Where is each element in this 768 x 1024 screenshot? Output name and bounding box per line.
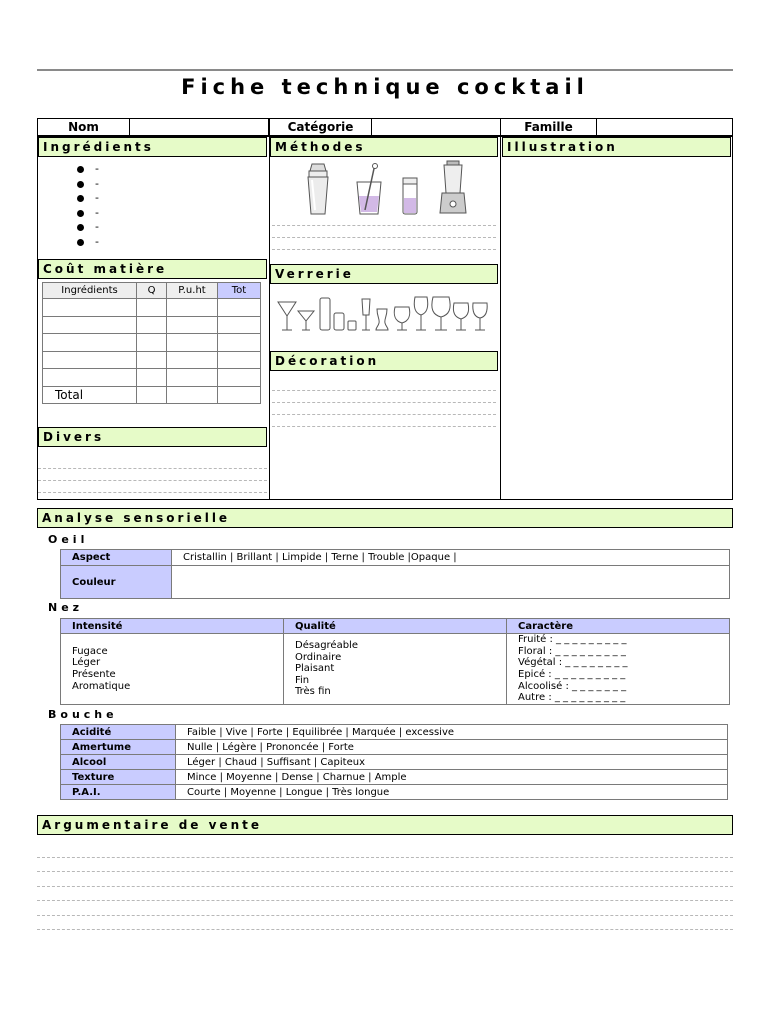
shot-glass-icon bbox=[348, 321, 356, 330]
shot-glass-icon bbox=[401, 176, 419, 216]
aspect-values: Cristallin | Brillant | Limpide | Terne | Trouble |Opaque | bbox=[172, 550, 730, 566]
goblet-glass-icon bbox=[473, 303, 487, 330]
nez-col-intensite: Intensité bbox=[61, 619, 284, 634]
couleur-field[interactable] bbox=[172, 566, 730, 599]
analyse-header: Analyse sensorielle bbox=[37, 508, 733, 528]
ingredient-list bbox=[77, 162, 99, 250]
couleur-label: Couleur bbox=[61, 566, 172, 599]
decoration-header: Décoration bbox=[270, 351, 498, 371]
cout-header: Coût matière bbox=[38, 259, 267, 279]
cost-col-ingredients: Ingrédients bbox=[43, 283, 137, 299]
list-item: - bbox=[77, 235, 99, 250]
table-row bbox=[43, 369, 261, 387]
cost-col-tot: Tot bbox=[218, 283, 261, 299]
list-item: - bbox=[77, 220, 99, 235]
page-title: Fiche technique cocktail bbox=[181, 75, 589, 99]
table-row bbox=[43, 299, 261, 317]
table-row bbox=[43, 386, 261, 404]
table-row: Alcool Léger | Chaud | Suffisant | Capiteux bbox=[61, 755, 728, 770]
intensite-options: Fugace Léger Présente Aromatique bbox=[61, 634, 284, 705]
nez-col-qualite: Qualité bbox=[284, 619, 507, 634]
mixing-glass-icon bbox=[353, 162, 385, 216]
flute-glass-icon bbox=[362, 299, 370, 330]
argumentaire-lines[interactable] bbox=[37, 843, 733, 930]
table-row bbox=[61, 566, 730, 599]
wine-glass-icon bbox=[414, 297, 428, 330]
nom-field[interactable] bbox=[129, 118, 269, 136]
shaker-icon bbox=[300, 162, 336, 216]
divers-lines[interactable] bbox=[38, 457, 267, 493]
tulip-glass-icon bbox=[453, 303, 468, 330]
list-item: - bbox=[77, 206, 99, 221]
table-row bbox=[43, 316, 261, 334]
blender-icon bbox=[436, 160, 470, 216]
list-item: - bbox=[77, 177, 99, 192]
nez-table bbox=[60, 618, 730, 705]
nom-label: Nom bbox=[37, 118, 130, 136]
caractere-options: Fruité : _ _ _ _ _ _ _ _ _ Floral : _ _ _ _ _ _ _ _ _ Végétal : _ _ _ _ _ _ _ _ Epicé : _ _ _ _ _ _ _ _ _ Alcoolisé : _ _ _ _ _ _ _ Autre : _ _ _ _ _ _ _ _ _ bbox=[507, 634, 730, 705]
martini-glass-icon bbox=[298, 311, 314, 330]
illustration-header: Illustration bbox=[502, 137, 731, 157]
ingredients-header: Ingrédients bbox=[38, 137, 267, 157]
categorie-field[interactable] bbox=[371, 118, 501, 136]
divers-header: Divers bbox=[38, 427, 267, 447]
table-row: Amertume Nulle | Légère | Prononcée | Forte bbox=[61, 740, 728, 755]
cost-col-q: Q bbox=[137, 283, 167, 299]
illustration-column bbox=[500, 136, 733, 500]
top-rule bbox=[37, 69, 733, 71]
cost-col-puht: P.u.ht bbox=[167, 283, 218, 299]
balloon-glass-icon bbox=[432, 297, 450, 330]
list-item: - bbox=[77, 162, 99, 177]
decoration-lines[interactable] bbox=[272, 379, 496, 427]
table-row bbox=[61, 634, 730, 705]
methodes-header: Méthodes bbox=[270, 137, 498, 157]
old-fashioned-glass-icon bbox=[334, 313, 344, 330]
oeil-table bbox=[60, 549, 730, 599]
verrerie-header: Verrerie bbox=[270, 264, 498, 284]
table-row bbox=[43, 334, 261, 352]
highball-glass-icon bbox=[320, 298, 330, 330]
table-row bbox=[43, 351, 261, 369]
famille-label: Famille bbox=[500, 118, 597, 136]
methods-icons bbox=[300, 160, 470, 216]
nez-heading: Nez bbox=[48, 601, 84, 614]
snifter-glass-icon bbox=[394, 307, 409, 330]
methodes-lines[interactable] bbox=[272, 214, 496, 250]
list-item: - bbox=[77, 191, 99, 206]
argumentaire-header: Argumentaire de vente bbox=[37, 815, 733, 835]
categorie-label: Catégorie bbox=[269, 118, 372, 136]
nez-col-caractere: Caractère bbox=[507, 619, 730, 634]
table-row: Acidité Faible | Vive | Forte | Equilibrée | Marquée | excessive bbox=[61, 725, 728, 740]
bouche-table bbox=[60, 724, 728, 800]
aspect-label: Aspect bbox=[61, 550, 172, 566]
table-row: P.A.I. Courte | Moyenne | Longue | Très longue bbox=[61, 785, 728, 800]
oeil-heading: Oeil bbox=[48, 533, 89, 546]
bouche-heading: Bouche bbox=[48, 708, 118, 721]
cost-table bbox=[42, 282, 261, 404]
qualite-options: Désagréable Ordinaire Plaisant Fin Très fin bbox=[284, 634, 507, 705]
table-row bbox=[61, 550, 730, 566]
hurricane-glass-icon bbox=[376, 309, 388, 330]
glassware-icons bbox=[276, 293, 490, 333]
famille-field[interactable] bbox=[596, 118, 733, 136]
cocktail-glass-icon bbox=[278, 302, 296, 330]
cost-total-label: Total bbox=[43, 386, 137, 404]
table-row: Texture Mince | Moyenne | Dense | Charnue | Ample bbox=[61, 770, 728, 785]
